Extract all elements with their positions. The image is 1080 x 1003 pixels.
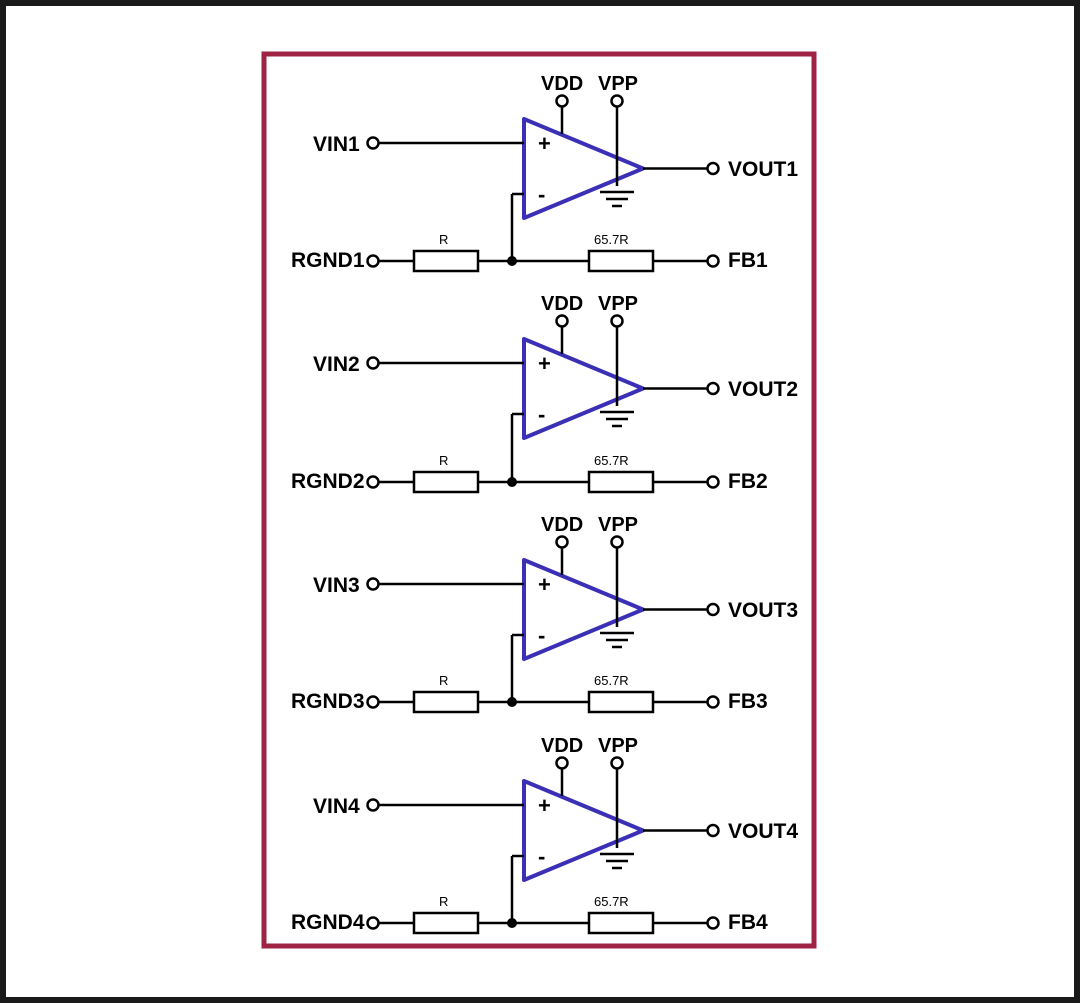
minus-sign-3: - xyxy=(538,623,546,648)
resistor-fb-label-2: 65.7R xyxy=(594,453,629,468)
vout-terminal-1 xyxy=(708,163,719,174)
vout-label-4: VOUT4 xyxy=(728,820,799,843)
fb-label-1: FB1 xyxy=(728,249,768,272)
junction-dot-1 xyxy=(507,256,517,266)
vin-label-3: VIN3 xyxy=(313,574,360,597)
fb-label-2: FB2 xyxy=(728,470,768,493)
vpp-label-2: VPP xyxy=(598,293,639,315)
rgnd-terminal-2 xyxy=(368,477,379,488)
minus-sign-4: - xyxy=(538,844,546,869)
vin-label-1: VIN1 xyxy=(313,133,360,156)
vout-label-3: VOUT3 xyxy=(728,599,799,622)
fb-terminal-3 xyxy=(708,697,719,708)
vpp-label-1: VPP xyxy=(598,73,639,95)
rgnd-label-4: RGND4 xyxy=(291,911,365,934)
resistor-fb-label-4: 65.7R xyxy=(594,894,629,909)
plus-sign-3: + xyxy=(538,572,551,597)
fb-terminal-4 xyxy=(708,918,719,929)
vin-terminal-3 xyxy=(368,579,379,590)
rgnd-label-1: RGND1 xyxy=(291,249,365,272)
resistor-fb-3 xyxy=(589,692,653,712)
vin-label-2: VIN2 xyxy=(313,353,360,376)
ground-symbol-2 xyxy=(600,412,634,426)
vpp-terminal-1 xyxy=(612,96,623,107)
resistor-in-label-3: R xyxy=(439,673,449,688)
fb-terminal-1 xyxy=(708,256,719,267)
plus-sign-4: + xyxy=(538,793,551,818)
vpp-terminal-3 xyxy=(612,537,623,548)
fb-terminal-2 xyxy=(708,477,719,488)
resistor-fb-2 xyxy=(589,472,653,492)
rgnd-terminal-1 xyxy=(368,256,379,267)
vout-terminal-2 xyxy=(708,383,719,394)
vpp-label-3: VPP xyxy=(598,514,639,536)
ground-symbol-1 xyxy=(600,192,634,206)
plus-sign-1: + xyxy=(538,131,551,156)
vdd-terminal-3 xyxy=(557,537,568,548)
vout-label-1: VOUT1 xyxy=(728,158,799,181)
minus-sign-1: - xyxy=(538,182,546,207)
rgnd-label-2: RGND2 xyxy=(291,470,365,493)
vpp-terminal-2 xyxy=(612,316,623,327)
resistor-in-4 xyxy=(414,913,478,933)
vin-label-4: VIN4 xyxy=(313,795,360,818)
vdd-terminal-1 xyxy=(557,96,568,107)
vdd-label-3: VDD xyxy=(541,514,584,536)
vout-label-2: VOUT2 xyxy=(728,378,799,401)
vout-terminal-3 xyxy=(708,604,719,615)
vdd-terminal-2 xyxy=(557,316,568,327)
vpp-label-4: VPP xyxy=(598,735,639,757)
resistor-in-label-2: R xyxy=(439,453,449,468)
resistor-in-1 xyxy=(414,251,478,271)
junction-dot-4 xyxy=(507,918,517,928)
vdd-label-4: VDD xyxy=(541,735,584,757)
resistor-fb-4 xyxy=(589,913,653,933)
vin-terminal-1 xyxy=(368,138,379,149)
resistor-in-3 xyxy=(414,692,478,712)
resistor-in-label-4: R xyxy=(439,894,449,909)
ground-symbol-4 xyxy=(600,854,634,868)
rgnd-label-3: RGND3 xyxy=(291,690,365,713)
resistor-fb-label-3: 65.7R xyxy=(594,673,629,688)
junction-dot-2 xyxy=(507,477,517,487)
resistor-in-label-1: R xyxy=(439,232,449,247)
minus-sign-2: - xyxy=(538,402,546,427)
vpp-terminal-4 xyxy=(612,758,623,769)
ground-symbol-3 xyxy=(600,633,634,647)
vdd-label-2: VDD xyxy=(541,293,584,315)
rgnd-terminal-4 xyxy=(368,918,379,929)
rgnd-terminal-3 xyxy=(368,697,379,708)
plus-sign-2: + xyxy=(538,351,551,376)
vin-terminal-4 xyxy=(368,800,379,811)
junction-dot-3 xyxy=(507,697,517,707)
vout-terminal-4 xyxy=(708,825,719,836)
resistor-in-2 xyxy=(414,472,478,492)
resistor-fb-1 xyxy=(589,251,653,271)
vdd-terminal-4 xyxy=(557,758,568,769)
resistor-fb-label-1: 65.7R xyxy=(594,232,629,247)
vdd-label-1: VDD xyxy=(541,73,584,95)
vin-terminal-2 xyxy=(368,358,379,369)
fb-label-4: FB4 xyxy=(728,911,768,934)
fb-label-3: FB3 xyxy=(728,690,768,713)
